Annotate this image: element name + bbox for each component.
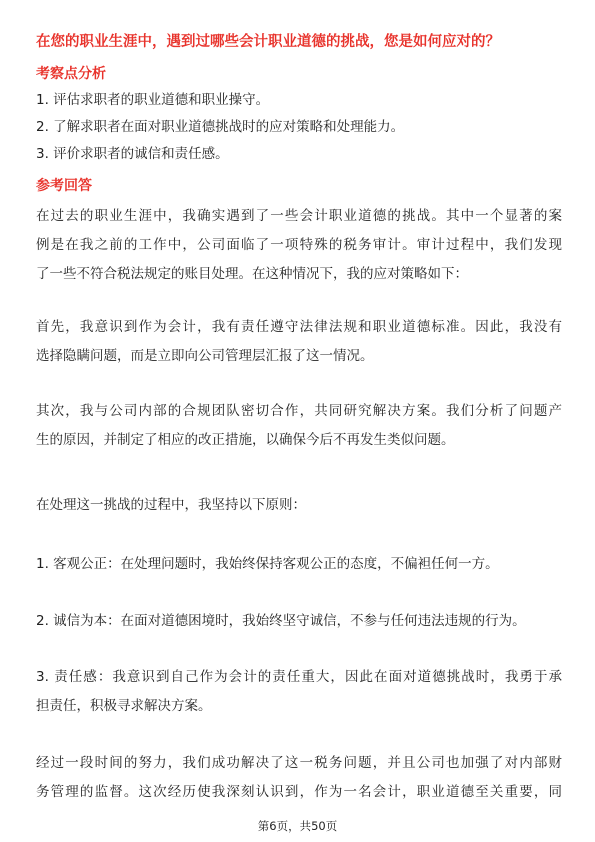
answer-heading: 参考回答	[36, 178, 92, 194]
answer-line: 例是在我之前的工作中，公司面临了一项特殊的税务审计。审计过程中，我们发现	[36, 237, 562, 253]
answer-line: 2. 诚信为本：在面对道德困境时，我始终坚守诚信，不参与任何违法违规的行为。	[36, 613, 526, 629]
analysis-point: 1. 评估求职者的职业道德和职业操守。	[36, 92, 270, 108]
analysis-heading: 考察点分析	[36, 66, 106, 82]
answer-line: 务管理的监督。这次经历使我深刻认识到，作为一名会计，职业道德至关重要，同	[36, 784, 562, 800]
answer-line: 1. 客观公正：在处理问题时，我始终保持客观公正的态度，不偏袒任何一方。	[36, 556, 499, 572]
page-number: 第6页，共50页	[257, 819, 338, 833]
analysis-point: 2. 了解求职者在面对职业道德挑战时的应对策略和处理能力。	[36, 119, 405, 135]
answer-line: 在处理这一挑战的过程中，我坚持以下原则：	[36, 497, 306, 513]
analysis-point: 3. 评价求职者的诚信和责任感。	[36, 146, 229, 162]
answer-line: 选择隐瞒问题，而是立即向公司管理层汇报了这一情况。	[36, 348, 374, 364]
answer-line: 首先，我意识到作为会计，我有责任遵守法律法规和职业道德标准。因此，我没有	[36, 319, 562, 335]
answer-line: 经过一段时间的努力，我们成功解决了这一税务问题，并且公司也加强了对内部财	[36, 755, 562, 771]
answer-line: 3. 责任感：我意识到自己作为会计的责任重大，因此在面对道德挑战时，我勇于承	[36, 669, 562, 685]
answer-line: 生的原因，并制定了相应的改正措施，以确保今后不再发生类似问题。	[36, 432, 455, 448]
answer-line: 了一些不符合税法规定的账目处理。在这种情况下，我的应对策略如下：	[36, 266, 468, 282]
answer-line: 在过去的职业生涯中，我确实遇到了一些会计职业道德的挑战。其中一个显著的案	[36, 208, 562, 224]
question-title: 在您的职业生涯中，遇到过哪些会计职业道德的挑战，您是如何应对的？	[36, 34, 500, 50]
answer-line: 其次，我与公司内部的合规团队密切合作，共同研究解决方案。我们分析了问题产	[36, 403, 562, 419]
answer-line: 担责任，积极寻求解决方案。	[36, 698, 212, 714]
